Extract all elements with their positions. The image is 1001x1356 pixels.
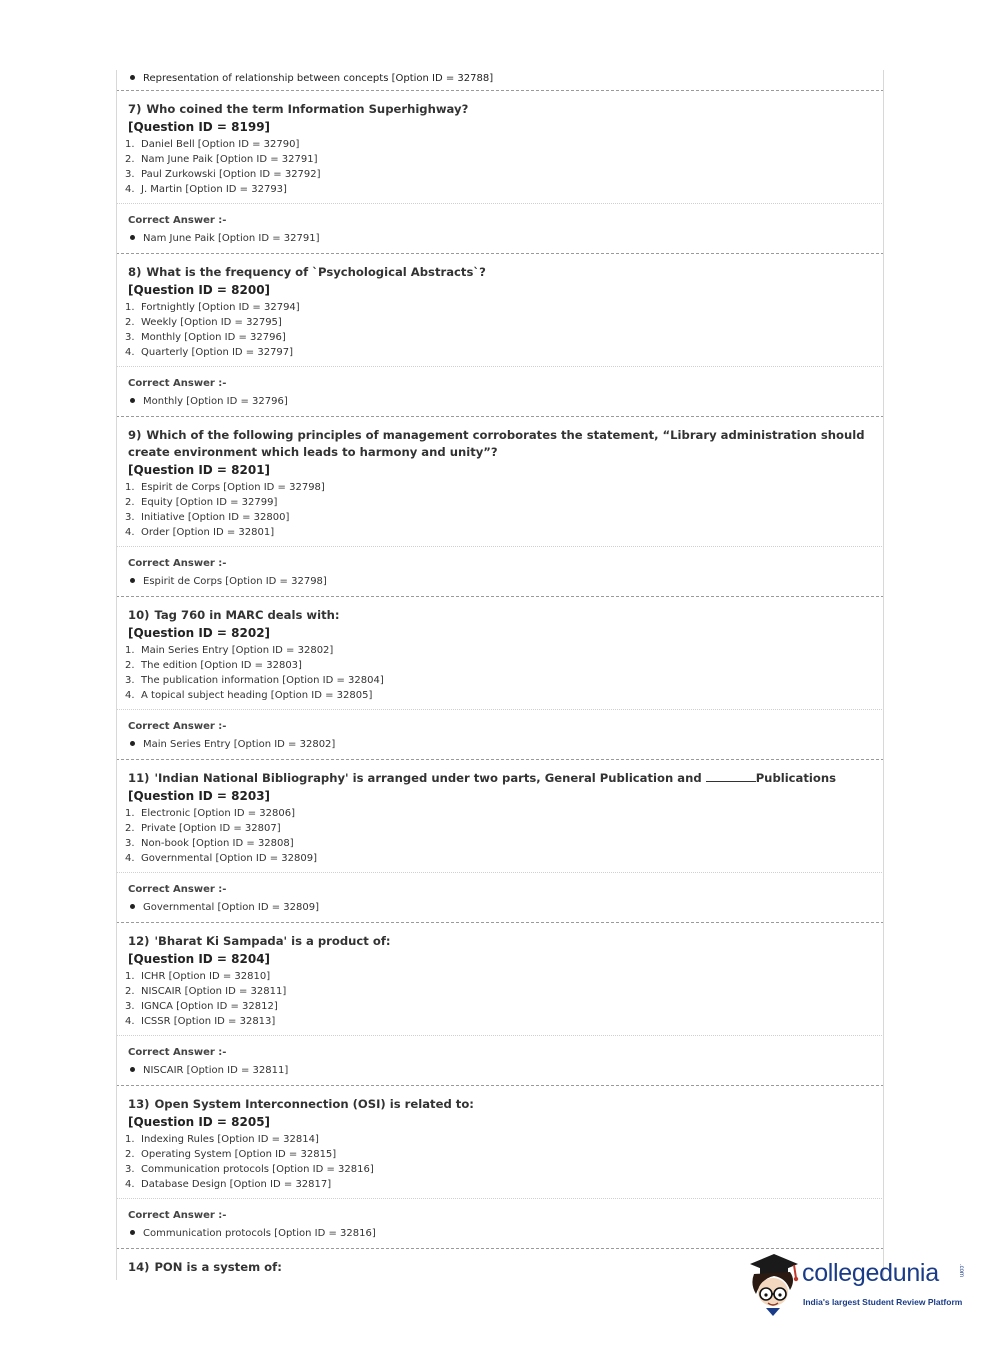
question-title [128,770,872,787]
question-block [116,417,884,597]
options-list [125,1132,872,1192]
option-number: 1. [125,1134,135,1145]
option-text: Espirit de Corps [Option ID = 32798] [141,482,325,493]
correct-answer [128,737,872,752]
option-text: Electronic [Option ID = 32806] [141,808,296,819]
option-item [125,673,872,688]
question-body [116,923,884,1036]
option-text: Private [Option ID = 32807] [141,823,281,834]
correct-answer-section [116,547,884,596]
option-item [125,1014,872,1029]
brand-name: collegedunia [802,1259,939,1287]
brand-tagline: India's largest Student Review Platform [803,1297,963,1307]
question-body [116,254,884,367]
question-id: [Question ID = 8200] [128,283,271,297]
options-list [125,300,872,360]
option-item [125,984,872,999]
bullet-icon [130,1230,135,1235]
option-item [125,167,872,182]
correct-answer [128,1063,872,1078]
correct-answer-text: Governmental [Option ID = 32809] [143,902,320,913]
question-number: 14) [128,1260,150,1274]
collegedunia-logo [744,1250,974,1316]
bullet-icon [130,741,135,746]
option-item [125,495,872,510]
option-number: 4. [125,690,135,701]
question-block [116,1086,884,1249]
question-number: 7) [128,102,142,116]
option-number: 4. [125,347,135,358]
option-number: 2. [125,660,135,671]
question-title [128,933,872,950]
option-item [125,1162,872,1177]
correct-answer-section [116,710,884,759]
question-text: Tag 760 in MARC deals with: [154,608,340,622]
correct-answer-text: Communication protocols [Option ID = 32816] [143,1228,376,1239]
correct-answer-text: Monthly [Option ID = 32796] [143,396,288,407]
correct-answer-label: Correct Answer :- [128,1210,227,1221]
option-number: 4. [125,1179,135,1190]
question-number: 12) [128,934,150,948]
correct-answer-text: Nam June Paik [Option ID = 32791] [143,233,320,244]
option-text: Initiative [Option ID = 32800] [141,512,290,523]
question-id: [Question ID = 8199] [128,120,271,134]
question-text: Who coined the term Information Superhighway? [146,102,469,116]
bullet-icon [130,1067,135,1072]
fill-blank [706,771,756,782]
brand-domain: .com [958,1264,964,1278]
option-number: 1. [125,971,135,982]
option-number: 3. [125,1001,135,1012]
options-list [125,643,872,703]
question-text: What is the frequency of `Psychological Abstracts`? [146,265,486,279]
option-text: Non-book [Option ID = 32808] [141,838,294,849]
option-text: IGNCA [Option ID = 32812] [141,1001,278,1012]
option-item [125,300,872,315]
option-number: 3. [125,838,135,849]
question-body [116,91,884,204]
question-paper [116,70,884,1280]
option-number: 1. [125,302,135,313]
option-number: 3. [125,1164,135,1175]
correct-answer-label: Correct Answer :- [128,884,227,895]
option-text: Operating System [Option ID = 32815] [141,1149,337,1160]
question-title [128,607,872,624]
question-block [116,597,884,760]
correct-answer-label: Correct Answer :- [128,215,227,226]
option-number: 4. [125,1016,135,1027]
question-number: 9) [128,428,142,442]
option-item [125,345,872,360]
option-text: Indexing Rules [Option ID = 32814] [141,1134,319,1145]
question-block [116,254,884,417]
question-block [116,923,884,1086]
question-id: [Question ID = 8201] [128,463,271,477]
question-number: 10) [128,608,150,622]
question-title [128,427,872,461]
option-text: The publication information [Option ID = 32804] [141,675,384,686]
correct-answer-text: Main Series Entry [Option ID = 32802] [143,739,336,750]
question-number: 13) [128,1097,150,1111]
option-item [125,315,872,330]
option-text: Monthly [Option ID = 32796] [141,332,286,343]
options-list [125,806,872,866]
correct-answer [128,394,872,409]
question-id: [Question ID = 8202] [128,626,271,640]
option-text: A topical subject heading [Option ID = 32805] [141,690,373,701]
option-item [125,688,872,703]
question-title [128,1096,872,1113]
correct-answer [128,1226,872,1241]
correct-answer-text: NISCAIR [Option ID = 32811] [143,1065,289,1076]
option-text: Database Design [Option ID = 32817] [141,1179,332,1190]
question-text-after-blank: Publications [755,771,837,785]
option-text: ICHR [Option ID = 32810] [141,971,271,982]
question-block [116,760,884,923]
option-item [125,510,872,525]
option-item [125,152,872,167]
question-body [116,760,884,873]
bullet-icon [130,235,135,240]
previous-answer-text: Representation of relationship between concepts [Option ID = 32788] [143,73,494,84]
option-number: 3. [125,332,135,343]
correct-answer-label: Correct Answer :- [128,1047,227,1058]
option-number: 2. [125,317,135,328]
question-block [116,91,884,254]
option-item [125,1177,872,1192]
option-text: ICSSR [Option ID = 32813] [141,1016,276,1027]
correct-answer-section [116,1199,884,1248]
option-text: Governmental [Option ID = 32809] [141,853,318,864]
question-body [116,417,884,547]
option-number: 3. [125,675,135,686]
correct-answer-section [116,873,884,922]
option-number: 4. [125,853,135,864]
option-number: 1. [125,139,135,150]
correct-answer [128,900,872,915]
correct-answer-text: Espirit de Corps [Option ID = 32798] [143,576,327,587]
option-number: 2. [125,154,135,165]
bullet-icon [130,75,135,80]
option-number: 2. [125,497,135,508]
option-item [125,821,872,836]
option-text: Daniel Bell [Option ID = 32790] [141,139,300,150]
correct-answer-section [116,367,884,416]
option-number: 4. [125,527,135,538]
option-text: Main Series Entry [Option ID = 32802] [141,645,334,656]
question-number: 11) [128,771,150,785]
option-number: 1. [125,808,135,819]
option-item [125,999,872,1014]
questions-list [116,91,884,1249]
question-body [116,597,884,710]
option-number: 3. [125,169,135,180]
question-id: [Question ID = 8205] [128,1115,271,1129]
question-title [128,264,872,281]
options-list [125,480,872,540]
bullet-icon [130,578,135,583]
correct-answer-section [116,204,884,253]
option-text: Paul Zurkowski [Option ID = 32792] [141,169,321,180]
option-item [125,480,872,495]
option-item [125,525,872,540]
option-text: Order [Option ID = 32801] [141,527,275,538]
question-text: PON is a system of: [154,1260,282,1274]
option-text: Communication protocols [Option ID = 32816] [141,1164,374,1175]
option-text: Equity [Option ID = 32799] [141,497,278,508]
question-title [128,101,872,118]
option-number: 1. [125,482,135,493]
option-number: 3. [125,512,135,523]
correct-answer-label: Correct Answer :- [128,558,227,569]
option-text: J. Martin [Option ID = 32793] [141,184,287,195]
option-text: Nam June Paik [Option ID = 32791] [141,154,318,165]
option-text: Weekly [Option ID = 32795] [141,317,282,328]
option-number: 4. [125,184,135,195]
option-item [125,836,872,851]
correct-answer-label: Correct Answer :- [128,378,227,389]
question-id: [Question ID = 8203] [128,789,271,803]
option-item [125,969,872,984]
option-text: NISCAIR [Option ID = 32811] [141,986,287,997]
bullet-icon [130,398,135,403]
options-list [125,969,872,1029]
correct-answer [128,574,872,589]
option-item [125,330,872,345]
options-list [125,137,872,197]
option-item [125,643,872,658]
question-id: [Question ID = 8204] [128,952,271,966]
correct-answer [128,231,872,246]
option-text: Quarterly [Option ID = 32797] [141,347,294,358]
option-number: 2. [125,986,135,997]
option-item [125,1147,872,1162]
bullet-icon [130,904,135,909]
question-body [116,1086,884,1199]
left-border [116,70,117,1280]
option-number: 2. [125,1149,135,1160]
option-number: 2. [125,823,135,834]
question-text: 'Bharat Ki Sampada' is a product of: [154,934,391,948]
mascot-icon [744,1250,802,1316]
correct-answer-section [116,1036,884,1085]
option-text: Fortnightly [Option ID = 32794] [141,302,300,313]
question-number: 8) [128,265,142,279]
correct-answer-label: Correct Answer :- [128,721,227,732]
right-border [883,70,884,1280]
option-number: 1. [125,645,135,656]
option-item [125,658,872,673]
option-item [125,182,872,197]
option-item [125,1132,872,1147]
option-text: The edition [Option ID = 32803] [141,660,302,671]
question-text: Which of the following principles of management corroborates the statement, “Library administration should create environment which leads to harmony and unity”? [128,428,865,459]
option-item [125,806,872,821]
option-item [125,851,872,866]
question-text: 'Indian National Bibliography' is arranged under two parts, General Publication and [154,771,702,785]
previous-correct-answer [116,70,884,91]
question-text: Open System Interconnection (OSI) is related to: [154,1097,474,1111]
option-item [125,137,872,152]
